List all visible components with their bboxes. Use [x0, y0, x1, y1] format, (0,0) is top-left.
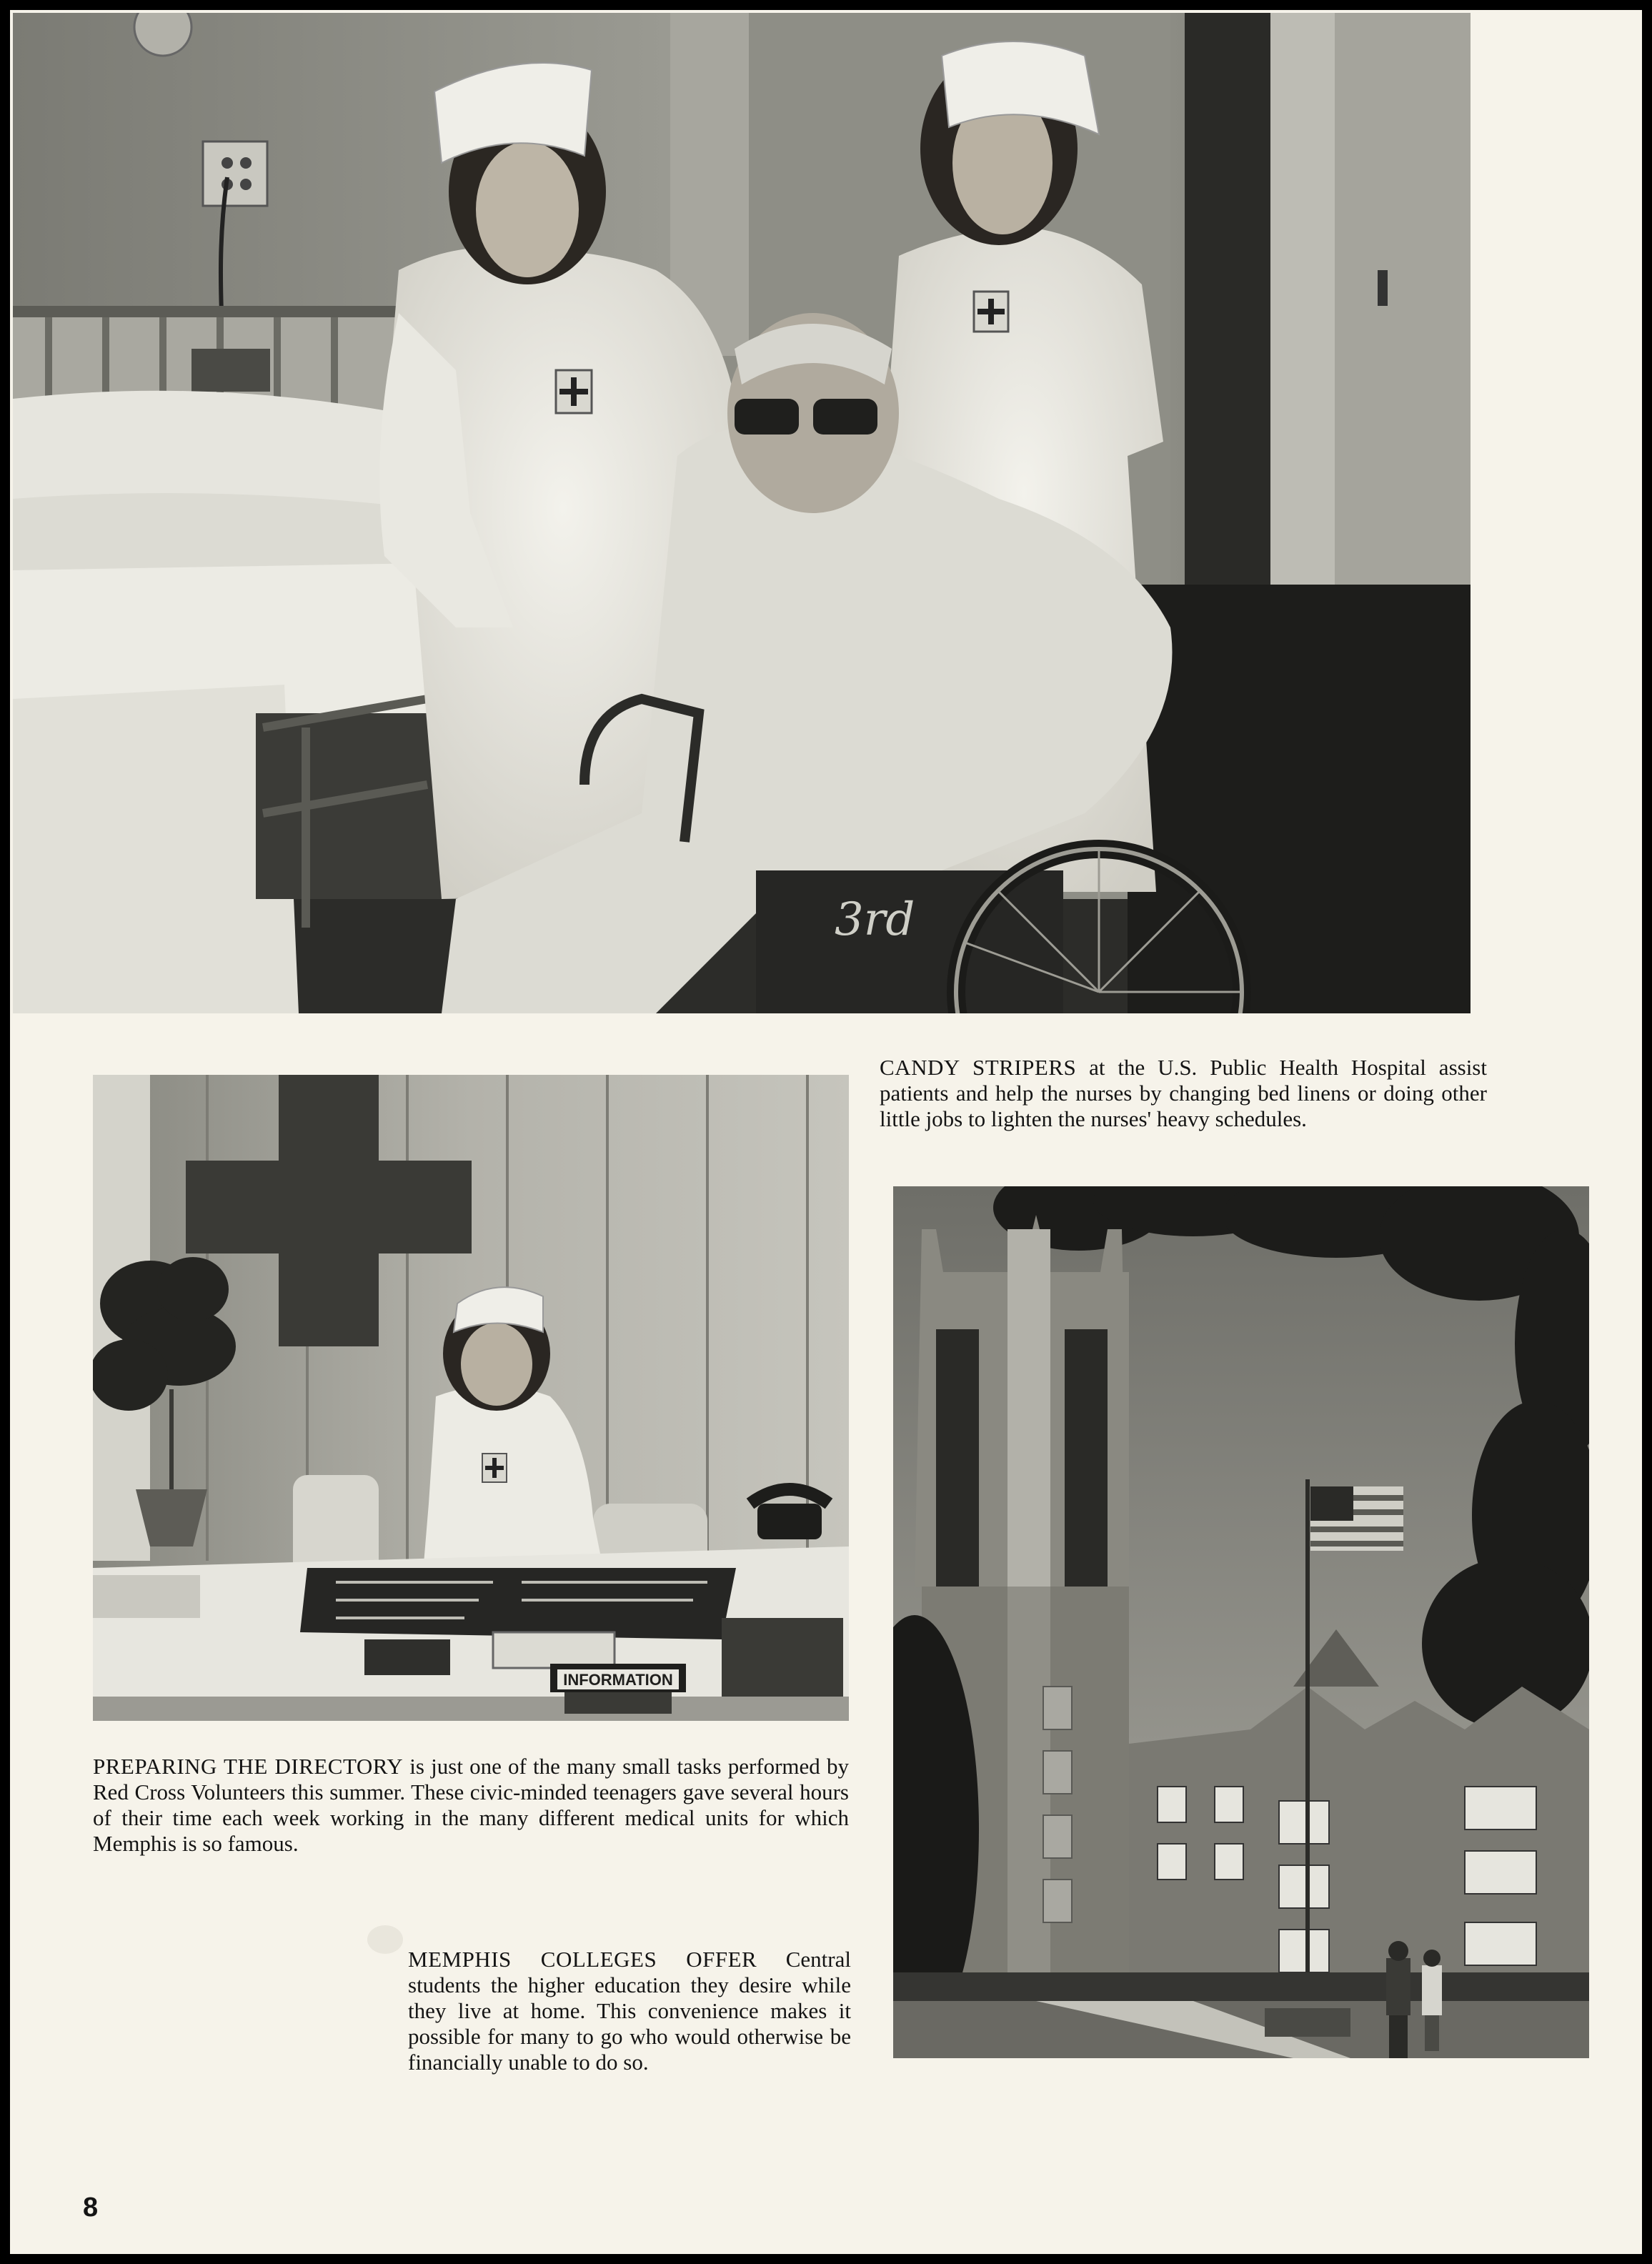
caption-colleges-text: Central students the higher education they desire while they live at home. This convenience makes it possible for many to go who would otherwise be financially unable to do so. — [408, 1947, 851, 2075]
caption-candy-stripers-text: at the U.S. Public Health Hospital assist patients and help the nurses by changing bed linens or doing other little jobs to lighten the nurses' heavy schedules. — [880, 1055, 1487, 1131]
caption-colleges — [408, 1947, 851, 2075]
page-number: 8 — [83, 2193, 99, 2223]
faint-mark — [367, 1925, 403, 1954]
photo-college-tower — [893, 1186, 1589, 2058]
information-sign: INFORMATION — [563, 1671, 673, 1689]
caption-directory — [93, 1754, 849, 1857]
wheelchair-mark: 3rd — [835, 893, 915, 946]
caption-candy-stripers-lead: CANDY STRIPERS — [880, 1055, 1077, 1080]
caption-candy-stripers — [880, 1055, 1487, 1132]
caption-directory-text: is just one of the many small tasks performed by Red Cross Volunteers this summer. These civic-minded teenagers gave several hours of their time each week working in the many different medical units for which Memphis is so famous. — [93, 1754, 849, 1856]
photo-candy-stripers — [13, 13, 1471, 1013]
paper-sheet — [10, 10, 1642, 2254]
photo-directory-desk — [93, 1075, 849, 1721]
caption-directory-lead: PREPARING THE DIRECTORY — [93, 1754, 404, 1779]
caption-colleges-lead: MEMPHIS COLLEGES OFFER — [408, 1947, 757, 1972]
